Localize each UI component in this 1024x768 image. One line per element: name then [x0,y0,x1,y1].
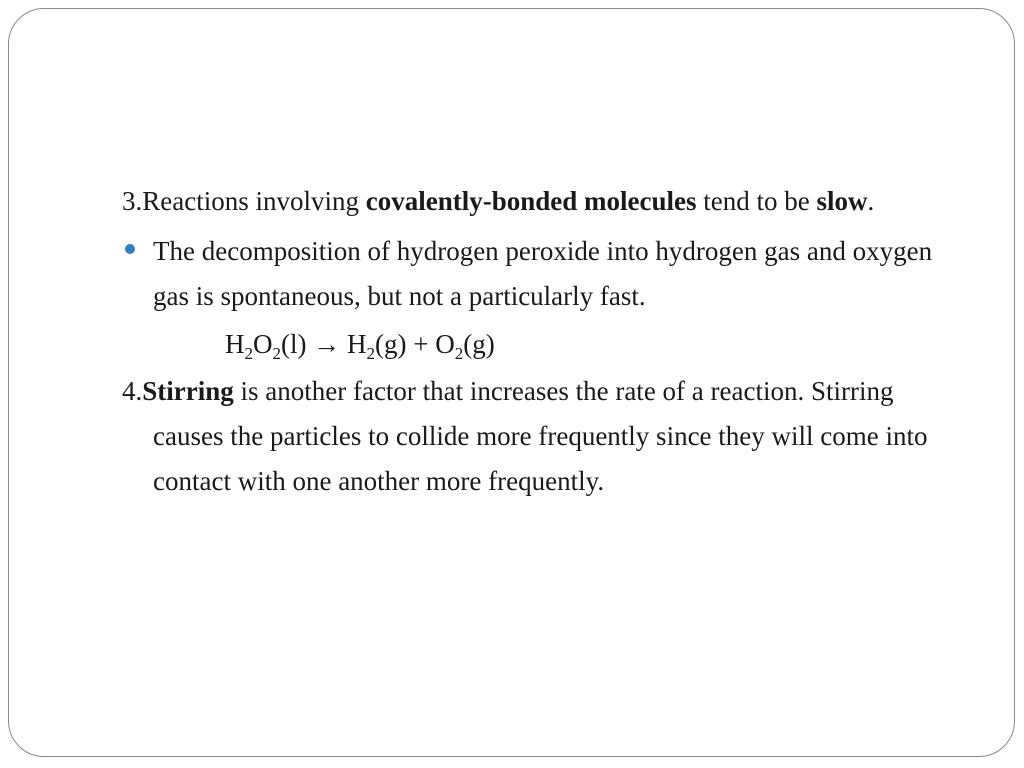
bullet-text: The decomposition of hydrogen peroxide into hydrogen gas and oxygen gas is spontaneous, but not a particularly fast. [153,236,933,311]
bullet-dot-icon [125,244,135,254]
eq-arrow-h: (l) → H [281,329,367,359]
slide-frame [8,8,1015,757]
covalent-emphasis: covalently-bonded molecules [365,186,697,216]
item-3-text-end: . [867,186,875,216]
eq-plus-o: (g) + O [374,329,455,359]
slow-emphasis: slow [816,186,868,216]
eq-gas: (g) [463,329,495,359]
item-4-text: is another factor that increases the rate of a reaction. Stirring causes the particles to collide more frequently since they will come into contact with one another more frequently. [153,376,928,496]
item-3-paragraph [122,179,962,224]
slide-body [122,179,962,504]
eq-sub: 2 [366,344,375,363]
chemical-equation [225,322,962,367]
item-4-paragraph [122,369,962,504]
item-3-number: 3. [122,186,143,216]
stirring-emphasis: Stirring [142,376,234,406]
eq-sub: 2 [272,344,281,363]
eq-h: H [225,329,245,359]
item-3-text-mid: tend to be [696,186,817,216]
item-3-text-start: Reactions involving [142,186,366,216]
bullet-paragraph [122,229,962,319]
eq-sub: 2 [244,344,253,363]
eq-sub: 2 [454,344,464,363]
item-4-number: 4. [122,376,143,406]
eq-o: O [253,329,273,359]
